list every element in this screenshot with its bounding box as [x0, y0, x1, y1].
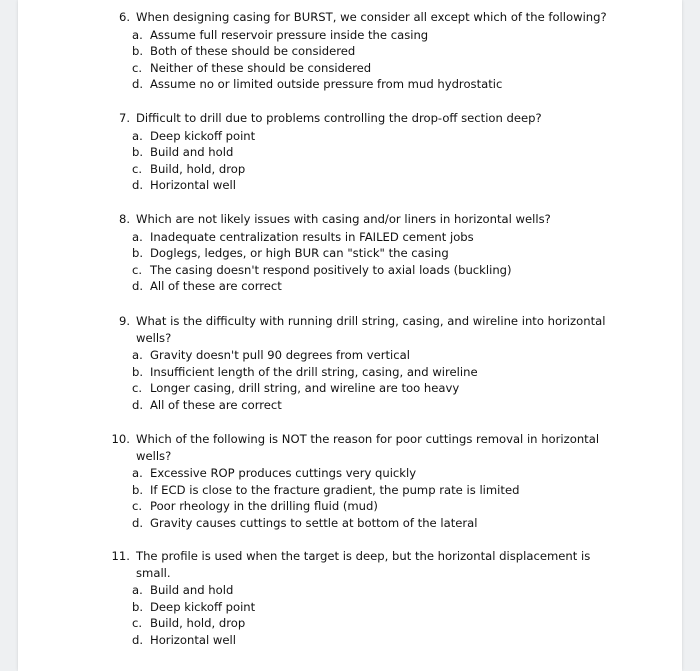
option-d: [132, 76, 628, 93]
answer-options: [132, 229, 628, 295]
document-page: [18, 0, 682, 671]
option-text: Both of these should be considered: [150, 44, 356, 58]
option-letter: d.: [132, 515, 144, 530]
option-letter: c.: [132, 161, 143, 176]
option-a: [132, 128, 628, 145]
option-text: Gravity doesn't pull 90 degrees from vertical: [150, 348, 410, 362]
option-text: Build, hold, drop: [150, 616, 246, 630]
answer-options: [132, 128, 628, 194]
option-text: Assume no or limited outside pressure from mud hydrostatic: [150, 77, 503, 91]
option-c: [132, 161, 628, 178]
option-c: [132, 60, 628, 77]
option-text: Gravity causes cuttings to settle at bottom of the lateral: [150, 515, 478, 530]
option-d: [132, 632, 628, 649]
option-letter: b.: [132, 246, 144, 260]
option-letter: a.: [132, 583, 143, 597]
option-text: Neither of these should be considered: [150, 60, 372, 75]
question-number: 10.: [111, 432, 130, 446]
option-text: Insufficient length of the drill string, casing, and wireline: [150, 364, 478, 379]
option-letter: a.: [132, 128, 143, 143]
question-10: [108, 431, 628, 531]
option-letter: c.: [132, 262, 143, 277]
option-letter: d.: [132, 632, 144, 647]
question-9: [108, 313, 628, 413]
option-text: Deep kickoff point: [150, 599, 256, 614]
option-b: [132, 245, 628, 262]
question-6: [108, 9, 628, 93]
option-text: Excessive ROP produces cuttings very quickly: [150, 466, 417, 480]
question-number: 8.: [118, 212, 130, 226]
question-text: What is the difficulty with running drill string, casing, and wireline into horizontal wells?: [136, 314, 606, 345]
option-letter: a.: [132, 229, 143, 244]
option-c: [132, 498, 628, 515]
question-7: [108, 110, 628, 194]
option-text: Horizontal well: [150, 178, 236, 192]
option-letter: a.: [132, 466, 143, 480]
option-a: [132, 582, 628, 599]
option-c: [132, 615, 628, 632]
option-a: [132, 347, 628, 364]
question-text: The profile is used when the target is deep, but the horizontal displacement is small.: [136, 549, 591, 580]
option-text: Inadequate centralization results in FAILED cement jobs: [150, 229, 474, 244]
question-number: 9.: [118, 314, 130, 328]
option-d: [132, 177, 628, 194]
question-number: 6.: [118, 10, 130, 24]
answer-options: [132, 582, 628, 648]
option-letter: d.: [132, 77, 144, 91]
option-letter: c.: [132, 381, 143, 395]
option-text: All of these are correct: [150, 279, 282, 293]
question-text: When designing casing for BURST, we consider all except which of the following?: [136, 10, 607, 24]
answer-options: [132, 347, 628, 413]
option-d: [132, 397, 628, 414]
option-text: Build and hold: [150, 145, 234, 159]
option-letter: b.: [132, 599, 144, 614]
option-text: All of these are correct: [150, 397, 282, 412]
option-text: Build, hold, drop: [150, 161, 246, 176]
option-letter: c.: [132, 499, 143, 513]
question-number: 7.: [118, 111, 130, 125]
option-letter: d.: [132, 397, 144, 412]
option-text: Longer casing, drill string, and wireline are too heavy: [150, 381, 460, 395]
option-a: [132, 229, 628, 246]
option-text: Doglegs, ledges, or high BUR can "stick" the casing: [150, 246, 449, 260]
question-text: Difficult to drill due to problems controlling the drop-off section deep?: [136, 111, 542, 125]
option-letter: b.: [132, 145, 144, 159]
option-d: [132, 278, 628, 295]
option-letter: b.: [132, 482, 144, 497]
option-letter: c.: [132, 60, 143, 75]
option-text: Horizontal well: [150, 632, 236, 647]
question-number: 11.: [111, 549, 130, 563]
option-a: [132, 465, 628, 482]
option-letter: c.: [132, 616, 143, 630]
option-text: Deep kickoff point: [150, 128, 256, 143]
answer-options: [132, 27, 628, 93]
question-text: Which of the following is NOT the reason for poor cuttings removal in horizontal wells?: [136, 432, 600, 463]
option-letter: d.: [132, 279, 144, 293]
option-letter: d.: [132, 178, 144, 192]
option-text: Poor rheology in the drilling fluid (mud): [150, 499, 378, 513]
option-letter: a.: [132, 27, 143, 42]
option-text: The casing doesn't respond positively to axial loads (buckling): [150, 262, 512, 277]
option-b: [132, 144, 628, 161]
question-8: [108, 211, 628, 295]
option-d: [132, 515, 628, 532]
question-text: Which are not likely issues with casing and/or liners in horizontal wells?: [136, 212, 551, 226]
option-letter: b.: [132, 364, 144, 379]
option-text: If ECD is close to the fracture gradient, the pump rate is limited: [150, 482, 520, 497]
option-b: [132, 364, 628, 381]
answer-options: [132, 465, 628, 531]
option-b: [132, 482, 628, 499]
option-a: [132, 27, 628, 44]
option-text: Build and hold: [150, 583, 234, 597]
question-11: [108, 548, 628, 648]
option-letter: a.: [132, 348, 143, 362]
option-b: [132, 43, 628, 60]
option-text: Assume full reservoir pressure inside the casing: [150, 27, 429, 42]
option-letter: b.: [132, 44, 144, 58]
option-b: [132, 599, 628, 616]
option-c: [132, 262, 628, 279]
option-c: [132, 380, 628, 397]
